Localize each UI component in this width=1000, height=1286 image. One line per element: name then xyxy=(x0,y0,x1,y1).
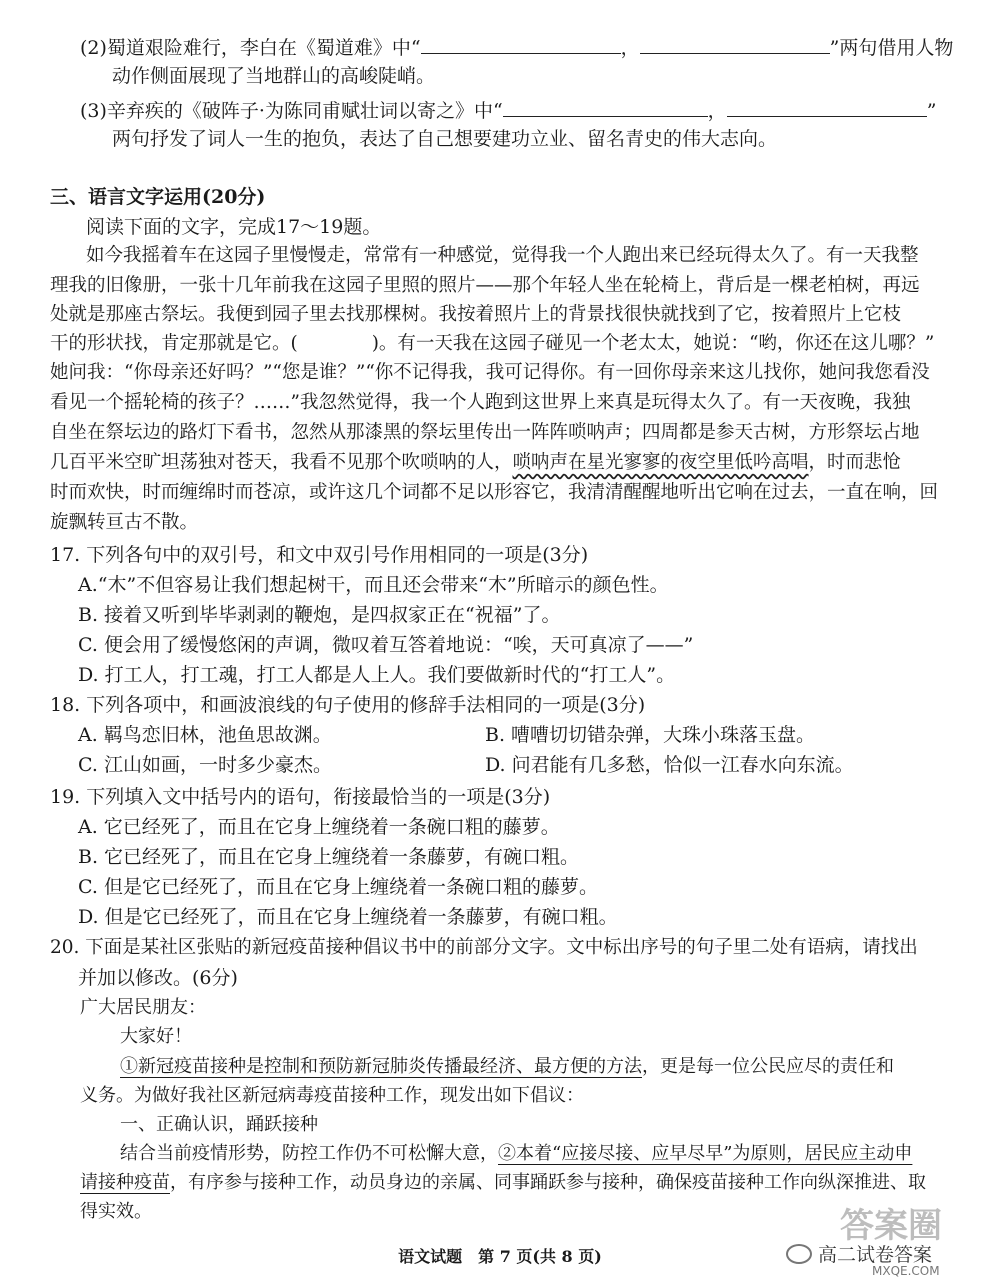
q20-stem-cont: 并加以修改。(6分) xyxy=(78,967,238,989)
q20-para1-line2: 义务。为做好我社区新冠病毒疫苗接种工作，现发出如下倡议： xyxy=(80,1085,584,1106)
q20-para2-line3: 得实效。 xyxy=(80,1201,152,1222)
q20-para1-line1 xyxy=(120,1054,894,1080)
q19-option-b: B. 它已经死了，而且在它身上缠绕着一条藤萝，有碗口粗。 xyxy=(78,846,580,868)
passage-line: 干的形状找，肯定那就是它。( )。有一天我在这园子碰见一个老太太，她说：“哟，你还在这儿哪？” xyxy=(50,333,935,354)
passage-line: 如今我摇着车在这园子里慢慢走，常常有一种感觉，觉得我一个人跑出来已经玩得太久了。有一天我整 xyxy=(86,245,919,266)
q17-stem: 17. 下列各句中的双引号，和文中双引号作用相同的一项是(3分) xyxy=(50,544,589,566)
watermark-url: MXQE.COM xyxy=(872,1264,940,1278)
q20-para2-line1 xyxy=(120,1141,912,1167)
q20-subheading: 一、正确认识，踊跃接种 xyxy=(120,1114,318,1135)
q20-salutation: 广大居民朋友： xyxy=(80,997,206,1018)
watermark-logo xyxy=(768,1198,978,1280)
passage-text: ，时而悲怆 xyxy=(808,452,902,473)
section-heading: 三、语言文字运用(20分) xyxy=(50,186,266,208)
passage-line: 自坐在祭坛边的路灯下看书，忽然从那漆黑的祭坛里传出一阵阵唢呐声；四周都是参天古树，方形祭坛占地 xyxy=(50,422,920,443)
q16-item3-line1 xyxy=(80,96,936,124)
wechat-icon xyxy=(786,1244,812,1264)
passage-line: 旋飘转亘古不散。 xyxy=(50,512,199,533)
q16-item2-line2: 动作侧面展现了当地群山的高峻陡峭。 xyxy=(112,65,436,87)
q18-option-d: D. 问君能有几多愁，恰似一江春水向东流。 xyxy=(485,754,854,776)
q16-item3-post: ” xyxy=(926,100,937,122)
q18-option-c: C. 江山如画，一时多少豪杰。 xyxy=(78,754,332,776)
q18-option-a: A. 羁鸟恋旧林，池鱼思故渊。 xyxy=(78,724,332,746)
answer-blank xyxy=(421,33,621,54)
watermark-sub: 高二试卷答案 xyxy=(818,1244,933,1266)
answer-blank xyxy=(640,33,830,54)
q16-item2-pre: (2)蜀道艰险难行，李白在《蜀道难》中“ xyxy=(80,37,421,59)
passage-line: 看见一个摇轮椅的孩子？……”我忽然觉得，我一个人跑到这世界上来真是玩得太久了。有一天夜晚，我独 xyxy=(50,392,911,413)
passage-line: 处就是那座古祭坛。我便到园子里去找那棵树。我按着照片上的背景找很快就找到了它，按着照片上它枝 xyxy=(50,304,902,325)
passage-line: 理我的旧像册，一张十几年前我在这园子里照的照片——那个年轻人坐在轮椅上，背后是一棵老柏树，再远 xyxy=(50,275,920,296)
q19-option-c: C. 但是它已经死了，而且在它身上缠绕着一条碗口粗的藤萝。 xyxy=(78,876,598,898)
q20-para2-line2 xyxy=(80,1170,926,1196)
q19-option-a: A. 它已经死了，而且在它身上缠绕着一条碗口粗的藤萝。 xyxy=(78,816,560,838)
q20-text: ，有序参与接种工作，动员身边的亲属、同事踊跃参与接种，确保疫苗接种工作向纵深推进、取 xyxy=(170,1172,926,1193)
q20-text: ，更是每一位公民应尽的责任和 xyxy=(642,1056,894,1077)
passage-line: 时而欢快，时而缠绵时而苍凉，或许这几个词都不足以形容它，我清清醒醒地听出它响在过去，一直在响，回 xyxy=(50,482,939,503)
wavy-underlined-sentence: 唢呐声在星光寥寥的夜空里低吟高唱 xyxy=(512,452,809,473)
passage-line-wavy xyxy=(50,450,901,476)
q16-item3-line2: 两句抒发了词人一生的抱负，表达了自己想要建功立业、留名青史的伟大志向。 xyxy=(112,128,778,150)
answer-blank xyxy=(727,96,927,117)
q20-text: 结合当前疫情形势，防控工作仍不可松懈大意， xyxy=(120,1143,498,1164)
q17-option-d: D. 打工人，打工魂，打工人都是人上人。我们要做新时代的“打工人”。 xyxy=(78,664,676,686)
q16-item2-sep: ， xyxy=(620,37,640,59)
page-footer: 语文试题 第 7 页(共 8 页) xyxy=(398,1247,602,1266)
q16-item2-line1 xyxy=(80,33,953,61)
q20-stem: 20. 下面是某社区张贴的新冠疫苗接种倡议书中的前部分文字。文中标出序号的句子里二处有语病，请找出 xyxy=(50,937,918,958)
answer-blank xyxy=(503,96,708,117)
q18-stem: 18. 下列各项中，和画波浪线的句子使用的修辞手法相同的一项是(3分) xyxy=(50,694,646,716)
passage-text: 几百平米空旷坦荡独对苍天，我看不见那个吹唢呐的人， xyxy=(50,452,513,473)
q16-item2-post: ”两句借用人物 xyxy=(829,37,954,59)
passage-line: 她问我：“你母亲还好吗？”“您是谁？”“你不记得我，我可记得你。有一回你母亲来这儿找你，她问我您看没 xyxy=(50,362,930,383)
underlined-sentence-1: ①新冠疫苗接种是控制和预防新冠肺炎传播最经济、最方便的方法 xyxy=(120,1056,642,1077)
underlined-sentence-2: ②本着“应接尽接、应早尽早”为原则，居民应主动申 xyxy=(498,1143,913,1164)
q19-stem: 19. 下列填入文中括号内的语句，衔接最恰当的一项是(3分) xyxy=(50,786,551,808)
q16-item3-pre: (3)辛弃疾的《破阵子·为陈同甫赋壮词以寄之》中“ xyxy=(80,100,503,122)
q17-option-b: B. 接着又听到毕毕剥剥的鞭炮，是四叔家正在“祝福”了。 xyxy=(78,604,561,626)
q20-greeting: 大家好！ xyxy=(120,1026,192,1047)
underlined-sentence-2-cont: 请接种疫苗 xyxy=(80,1172,170,1193)
section-intro: 阅读下面的文字，完成17～19题。 xyxy=(86,216,382,238)
q17-option-a: A.“木”不但容易让我们想起树干，而且还会带来“木”所暗示的颜色性。 xyxy=(78,574,669,596)
q18-option-b: B. 嘈嘈切切错杂弹，大珠小珠落玉盘。 xyxy=(485,724,816,746)
q16-item3-sep: ， xyxy=(707,100,727,122)
watermark-main: 答案圈 xyxy=(840,1206,942,1246)
q19-option-d: D. 但是它已经死了，而且在它身上缠绕着一条藤萝，有碗口粗。 xyxy=(78,906,618,928)
q17-option-c: C. 便会用了缓慢悠闲的声调，微叹着互答着地说：“唉，天可真凉了——” xyxy=(78,634,694,656)
